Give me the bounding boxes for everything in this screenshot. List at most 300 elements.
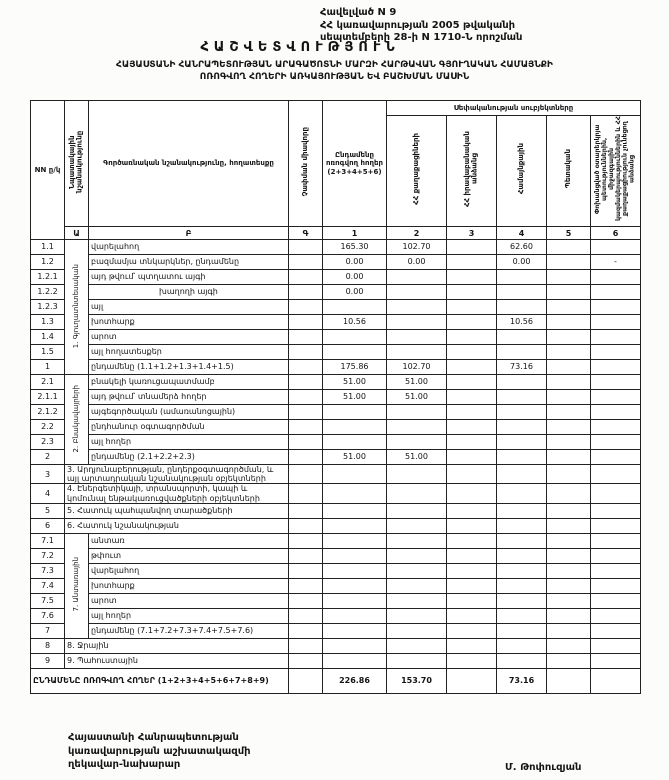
cell-value [447, 300, 497, 315]
cell-value [591, 285, 641, 300]
cell-value [289, 548, 323, 563]
cell-value [447, 420, 497, 435]
cell-value [547, 330, 591, 345]
annex-line-2: ՀՀ կառավարության 2005 թվականի [320, 19, 516, 31]
cell-value [289, 405, 323, 420]
section-label [65, 375, 89, 465]
cell-value [497, 563, 547, 578]
col-number-6: 6 [591, 227, 641, 240]
table-row [31, 578, 641, 593]
cell-value [591, 623, 641, 638]
cell-value [447, 668, 497, 693]
cell-value [447, 563, 497, 578]
row-number: 7.4 [31, 578, 65, 593]
cell-value: 62.60 [497, 240, 547, 255]
cell-value [547, 360, 591, 375]
cell-value [447, 653, 497, 668]
signatory-line-2: կառավարության աշխատակազմի [68, 745, 251, 757]
row-label: 3. Արդյունաբերության, ընդերքօգտագործման, և այլ արտադրական նշանակության օբյեկտների [65, 465, 289, 484]
row-label: խոտհարք [89, 315, 289, 330]
table-row [31, 405, 641, 420]
col-header-foreign [591, 116, 641, 227]
cell-value: 0.00 [387, 255, 447, 270]
cell-value [289, 360, 323, 375]
cell-value [591, 608, 641, 623]
cell-value: 51.00 [387, 450, 447, 465]
cell-value [591, 450, 641, 465]
row-label: 4. Էներգետիկայի, տրանսպորտի, կապի և կոմունալ ենթակառուցվածքների օբյեկտների [65, 484, 289, 503]
row-number: 6 [31, 518, 65, 533]
table-row [31, 465, 641, 484]
cell-value [387, 563, 447, 578]
cell-value [497, 375, 547, 390]
table-row [31, 638, 641, 653]
cell-value [447, 315, 497, 330]
row-number: 7.3 [31, 563, 65, 578]
cell-value [547, 503, 591, 518]
signatory-title-block [68, 731, 251, 772]
cell-value [323, 330, 387, 345]
annex-line-3: սեպտեմբերի 28-ի N 1710-Ն որոշման [320, 32, 523, 43]
cell-value [447, 330, 497, 345]
community-vertical-label: Համայնքային [516, 143, 525, 195]
row-label: այդ թվում՝ պտղատու այգի [89, 270, 289, 285]
cell-value [323, 533, 387, 548]
cell-value [387, 405, 447, 420]
cell-value [547, 465, 591, 484]
cell-value [447, 593, 497, 608]
cell-value [289, 608, 323, 623]
col-header-state [547, 116, 591, 227]
cell-value [547, 578, 591, 593]
row-number: 2 [31, 450, 65, 465]
cell-value [447, 390, 497, 405]
cell-value [497, 285, 547, 300]
cell-value [591, 435, 641, 450]
row-number: 1.1 [31, 240, 65, 255]
col-number-3: 3 [447, 227, 497, 240]
cell-value [447, 450, 497, 465]
table-row [31, 330, 641, 345]
col-number-2: 2 [387, 227, 447, 240]
cell-value [323, 345, 387, 360]
row-number: 2.2 [31, 420, 65, 435]
table-row [31, 360, 641, 375]
cell-value [387, 518, 447, 533]
cell-value [323, 435, 387, 450]
row-number: 7.2 [31, 548, 65, 563]
cell-value [289, 533, 323, 548]
col-header-citizens [387, 116, 447, 227]
cell-value [387, 345, 447, 360]
cell-value [447, 255, 497, 270]
unit-vertical-label: Չափման միավորը [300, 126, 309, 197]
cell-value [387, 578, 447, 593]
row-number: 7.6 [31, 608, 65, 623]
cell-value [387, 533, 447, 548]
table-row [31, 255, 641, 270]
row-number: 7 [31, 623, 65, 638]
cell-value: 51.00 [323, 390, 387, 405]
cell-value [289, 390, 323, 405]
cell-value [447, 375, 497, 390]
cell-value: - [591, 255, 641, 270]
cell-value [497, 578, 547, 593]
cell-value [447, 503, 497, 518]
cell-value [591, 484, 641, 503]
cell-value [289, 345, 323, 360]
cell-value [323, 300, 387, 315]
row-label: 6. Հատուկ նշանակության [65, 518, 289, 533]
cell-value: 51.00 [323, 375, 387, 390]
cell-value: 73.16 [497, 360, 547, 375]
table-row [31, 420, 641, 435]
row-label: բազմամյա տնկարկներ, ընդամենը [89, 255, 289, 270]
cell-value [387, 638, 447, 653]
section-vertical-label: 2. Բնակավայրերի [72, 384, 81, 453]
cell-value: 51.00 [387, 375, 447, 390]
cell-value [289, 315, 323, 330]
cell-value [497, 390, 547, 405]
cell-value [547, 255, 591, 270]
row-number: 1.2.1 [31, 270, 65, 285]
cell-value [547, 375, 591, 390]
col-header-community [497, 116, 547, 227]
cell-value: 102.70 [387, 360, 447, 375]
grand-total-label: ԸՆԴԱՄԵՆԸ ՈՌՈԳՎՈՂ ՀՈՂԵՐ (1+2+3+4+5+6+7+8+9) [31, 668, 289, 693]
cell-value [497, 405, 547, 420]
cell-value [497, 450, 547, 465]
cell-value [497, 653, 547, 668]
row-number: 1.5 [31, 345, 65, 360]
cell-value [547, 563, 591, 578]
subtitle-line-2: ՈՌՈԳՎՈՂ ՀՈՂԵՐԻ ԱՌԿԱՅՈՒԹՅԱՆ ԵՎ ԲԱՇԽՄԱՆ ՄԱՍԻՆ [199, 71, 470, 82]
row-label: անտառ [89, 533, 289, 548]
row-number: 2.1 [31, 375, 65, 390]
row-label: այլ [89, 300, 289, 315]
cell-value [387, 270, 447, 285]
cell-value [547, 405, 591, 420]
cell-value [323, 578, 387, 593]
cell-value [387, 484, 447, 503]
row-label: խոտհարք [89, 578, 289, 593]
cell-value [497, 638, 547, 653]
cell-value [547, 285, 591, 300]
cell-value [323, 653, 387, 668]
report-table [30, 100, 641, 694]
row-number: 1.2.2 [31, 285, 65, 300]
cell-value [547, 270, 591, 285]
row-number: 1.2 [31, 255, 65, 270]
table-row [31, 270, 641, 285]
table-row [31, 653, 641, 668]
row-label: 8. Ջրային [65, 638, 289, 653]
col-letter-a: Ա [65, 227, 89, 240]
cell-value [289, 518, 323, 533]
cell-value [497, 345, 547, 360]
cell-value [289, 638, 323, 653]
state-vertical-label: Պետական [563, 149, 572, 189]
cell-value [387, 623, 447, 638]
cell-value [591, 300, 641, 315]
cell-value [289, 503, 323, 518]
cell-value [289, 285, 323, 300]
cell-value [591, 360, 641, 375]
cell-value [591, 375, 641, 390]
col-number-5: 5 [547, 227, 591, 240]
row-number: 1.2.3 [31, 300, 65, 315]
cell-value: 51.00 [387, 390, 447, 405]
table-row [31, 518, 641, 533]
cell-value [323, 593, 387, 608]
cell-value [547, 315, 591, 330]
row-label: այդ թվում՝ տնամերձ հողեր [89, 390, 289, 405]
cell-value: 51.00 [323, 450, 387, 465]
cell-value [447, 623, 497, 638]
cell-value [289, 653, 323, 668]
cell-value: 10.56 [497, 315, 547, 330]
document-subtitle [0, 60, 669, 83]
cell-value [547, 518, 591, 533]
cell-value [547, 390, 591, 405]
cell-value [289, 375, 323, 390]
cell-value [591, 405, 641, 420]
cell-value [547, 435, 591, 450]
row-label: այլ հողեր [89, 435, 289, 450]
cell-value [497, 548, 547, 563]
cell-value [591, 503, 641, 518]
cell-value [591, 270, 641, 285]
cell-value [387, 593, 447, 608]
row-number: 1 [31, 360, 65, 375]
col-header-legal-entities [447, 116, 497, 227]
cell-value [387, 465, 447, 484]
cell-value [289, 450, 323, 465]
cell-value [387, 285, 447, 300]
annex-line-1: Հավելված N 9 [320, 7, 397, 18]
row-number: 1.4 [31, 330, 65, 345]
row-number: 3 [31, 465, 65, 484]
cell-value [497, 608, 547, 623]
cell-value: 153.70 [387, 668, 447, 693]
cell-value [387, 503, 447, 518]
cell-value: 0.00 [323, 285, 387, 300]
row-number: 7.1 [31, 533, 65, 548]
cell-value [387, 548, 447, 563]
cell-value [497, 465, 547, 484]
section-label [65, 533, 89, 638]
cell-value [289, 623, 323, 638]
row-number: 8 [31, 638, 65, 653]
row-number: 2.3 [31, 435, 65, 450]
cell-value [591, 315, 641, 330]
table-row [31, 435, 641, 450]
cell-value [447, 435, 497, 450]
cell-value [497, 623, 547, 638]
cell-value [547, 345, 591, 360]
col-header-total: Ընդամենը ոռոգվող հողեր (2+3+4+5+6) [323, 101, 387, 227]
cell-value [323, 484, 387, 503]
cell-value [289, 240, 323, 255]
report-table-body [31, 240, 641, 694]
col-header-nn: NN ը/կ [31, 101, 65, 240]
row-label: այլ հողատեսքեր [89, 345, 289, 360]
cell-value [447, 360, 497, 375]
cell-value [547, 593, 591, 608]
table-row [31, 390, 641, 405]
cell-value [447, 270, 497, 285]
row-number: 4 [31, 484, 65, 503]
table-row [31, 345, 641, 360]
row-label: ընդամենը (7.1+7.2+7.3+7.4+7.5+7.6) [89, 623, 289, 638]
row-number: 2.1.1 [31, 390, 65, 405]
cell-value [447, 484, 497, 503]
citizens-vertical-label: ՀՀ քաղաքացիների [411, 133, 420, 205]
col-header-ownership-group: Սեփականության սուբյեկտները [387, 101, 641, 116]
cell-value [591, 518, 641, 533]
row-number: 7.5 [31, 593, 65, 608]
cell-value [591, 420, 641, 435]
cell-value [547, 623, 591, 638]
row-label: ընդամենը (2.1+2.2+2.3) [89, 450, 289, 465]
cell-value [447, 465, 497, 484]
row-label: խաղողի այգի [89, 285, 289, 300]
cell-value: 73.16 [497, 668, 547, 693]
row-number: 1.3 [31, 315, 65, 330]
cell-value [497, 300, 547, 315]
cell-value [447, 345, 497, 360]
cell-value [447, 518, 497, 533]
row-label: այլ հողեր [89, 608, 289, 623]
cell-value [323, 405, 387, 420]
cell-value [323, 503, 387, 518]
grand-total-row [31, 668, 641, 693]
col-letter-b: Բ [89, 227, 289, 240]
cell-value [591, 638, 641, 653]
cell-value [323, 420, 387, 435]
page-title: ՀԱՇՎԵՏՎՈՒԹՅՈՒՆ [200, 40, 400, 55]
cell-value: 175.86 [323, 360, 387, 375]
cell-value [497, 484, 547, 503]
row-label: վարելահող [89, 563, 289, 578]
legal-entities-vertical-label: ՀՀ իրավաբանական անձանց [462, 131, 479, 207]
cell-value [497, 518, 547, 533]
cell-value [447, 608, 497, 623]
cell-value [497, 330, 547, 345]
row-label: թփուտ [89, 548, 289, 563]
cell-value [289, 300, 323, 315]
cell-value [497, 593, 547, 608]
cell-value [447, 240, 497, 255]
cell-value [323, 518, 387, 533]
cell-value [591, 240, 641, 255]
col-header-function: Գործառնական նշանակությունը, հողատեսքը [89, 101, 289, 227]
cell-value [323, 638, 387, 653]
table-row [31, 375, 641, 390]
cell-value [289, 484, 323, 503]
cell-value [323, 465, 387, 484]
signatory-line-1: Հայաստանի Հանրապետության [68, 732, 239, 743]
cell-value [591, 533, 641, 548]
cell-value [289, 255, 323, 270]
cell-value [547, 240, 591, 255]
cell-value: 10.56 [323, 315, 387, 330]
cell-value [387, 435, 447, 450]
cell-value [497, 503, 547, 518]
cell-value [387, 330, 447, 345]
cell-value [323, 608, 387, 623]
cell-value [289, 330, 323, 345]
table-row [31, 548, 641, 563]
cell-value [591, 668, 641, 693]
row-number: 9 [31, 653, 65, 668]
cell-value [387, 300, 447, 315]
cell-value [547, 300, 591, 315]
cell-value [447, 638, 497, 653]
cell-value [323, 623, 387, 638]
table-row [31, 315, 641, 330]
cell-value [547, 420, 591, 435]
cell-value [591, 345, 641, 360]
cell-value [591, 548, 641, 563]
cell-value [591, 593, 641, 608]
col-number-4: 4 [497, 227, 547, 240]
row-label: 5. Հատուկ պահպանվող տարածքների [65, 503, 289, 518]
table-row [31, 240, 641, 255]
cell-value [591, 563, 641, 578]
signatory-line-3: ղեկավար-նախարար [68, 759, 181, 770]
cell-value [447, 578, 497, 593]
table-row [31, 285, 641, 300]
cell-value [547, 548, 591, 563]
cell-value: 0.00 [497, 255, 547, 270]
cell-value [591, 578, 641, 593]
cell-value [289, 420, 323, 435]
cell-value [289, 465, 323, 484]
cell-value: 102.70 [387, 240, 447, 255]
table-row [31, 608, 641, 623]
row-number: 5 [31, 503, 65, 518]
col-header-designation [65, 101, 89, 227]
cell-value: 0.00 [323, 270, 387, 285]
row-number: 2.1.2 [31, 405, 65, 420]
cell-value [387, 608, 447, 623]
cell-value [289, 578, 323, 593]
cell-value [447, 548, 497, 563]
cell-value [289, 668, 323, 693]
table-row [31, 563, 641, 578]
cell-value [497, 533, 547, 548]
cell-value [547, 608, 591, 623]
col-number-1: 1 [323, 227, 387, 240]
col-header-unit [289, 101, 323, 227]
cell-value [547, 533, 591, 548]
section-label [65, 240, 89, 375]
row-label: ընդամենը (1.1+1.2+1.3+1.4+1.5) [89, 360, 289, 375]
section-vertical-label: 1. Գյուղատնտեսական [72, 263, 81, 349]
cell-value [323, 563, 387, 578]
table-row [31, 623, 641, 638]
table-row [31, 533, 641, 548]
row-label: վարելահող [89, 240, 289, 255]
row-label: այգեգործական (ամառանոցային) [89, 405, 289, 420]
cell-value [547, 653, 591, 668]
row-label: արոտ [89, 330, 289, 345]
section-vertical-label: 7. Անտառային [72, 557, 81, 612]
cell-value [497, 435, 547, 450]
cell-value [289, 563, 323, 578]
cell-value [591, 330, 641, 345]
